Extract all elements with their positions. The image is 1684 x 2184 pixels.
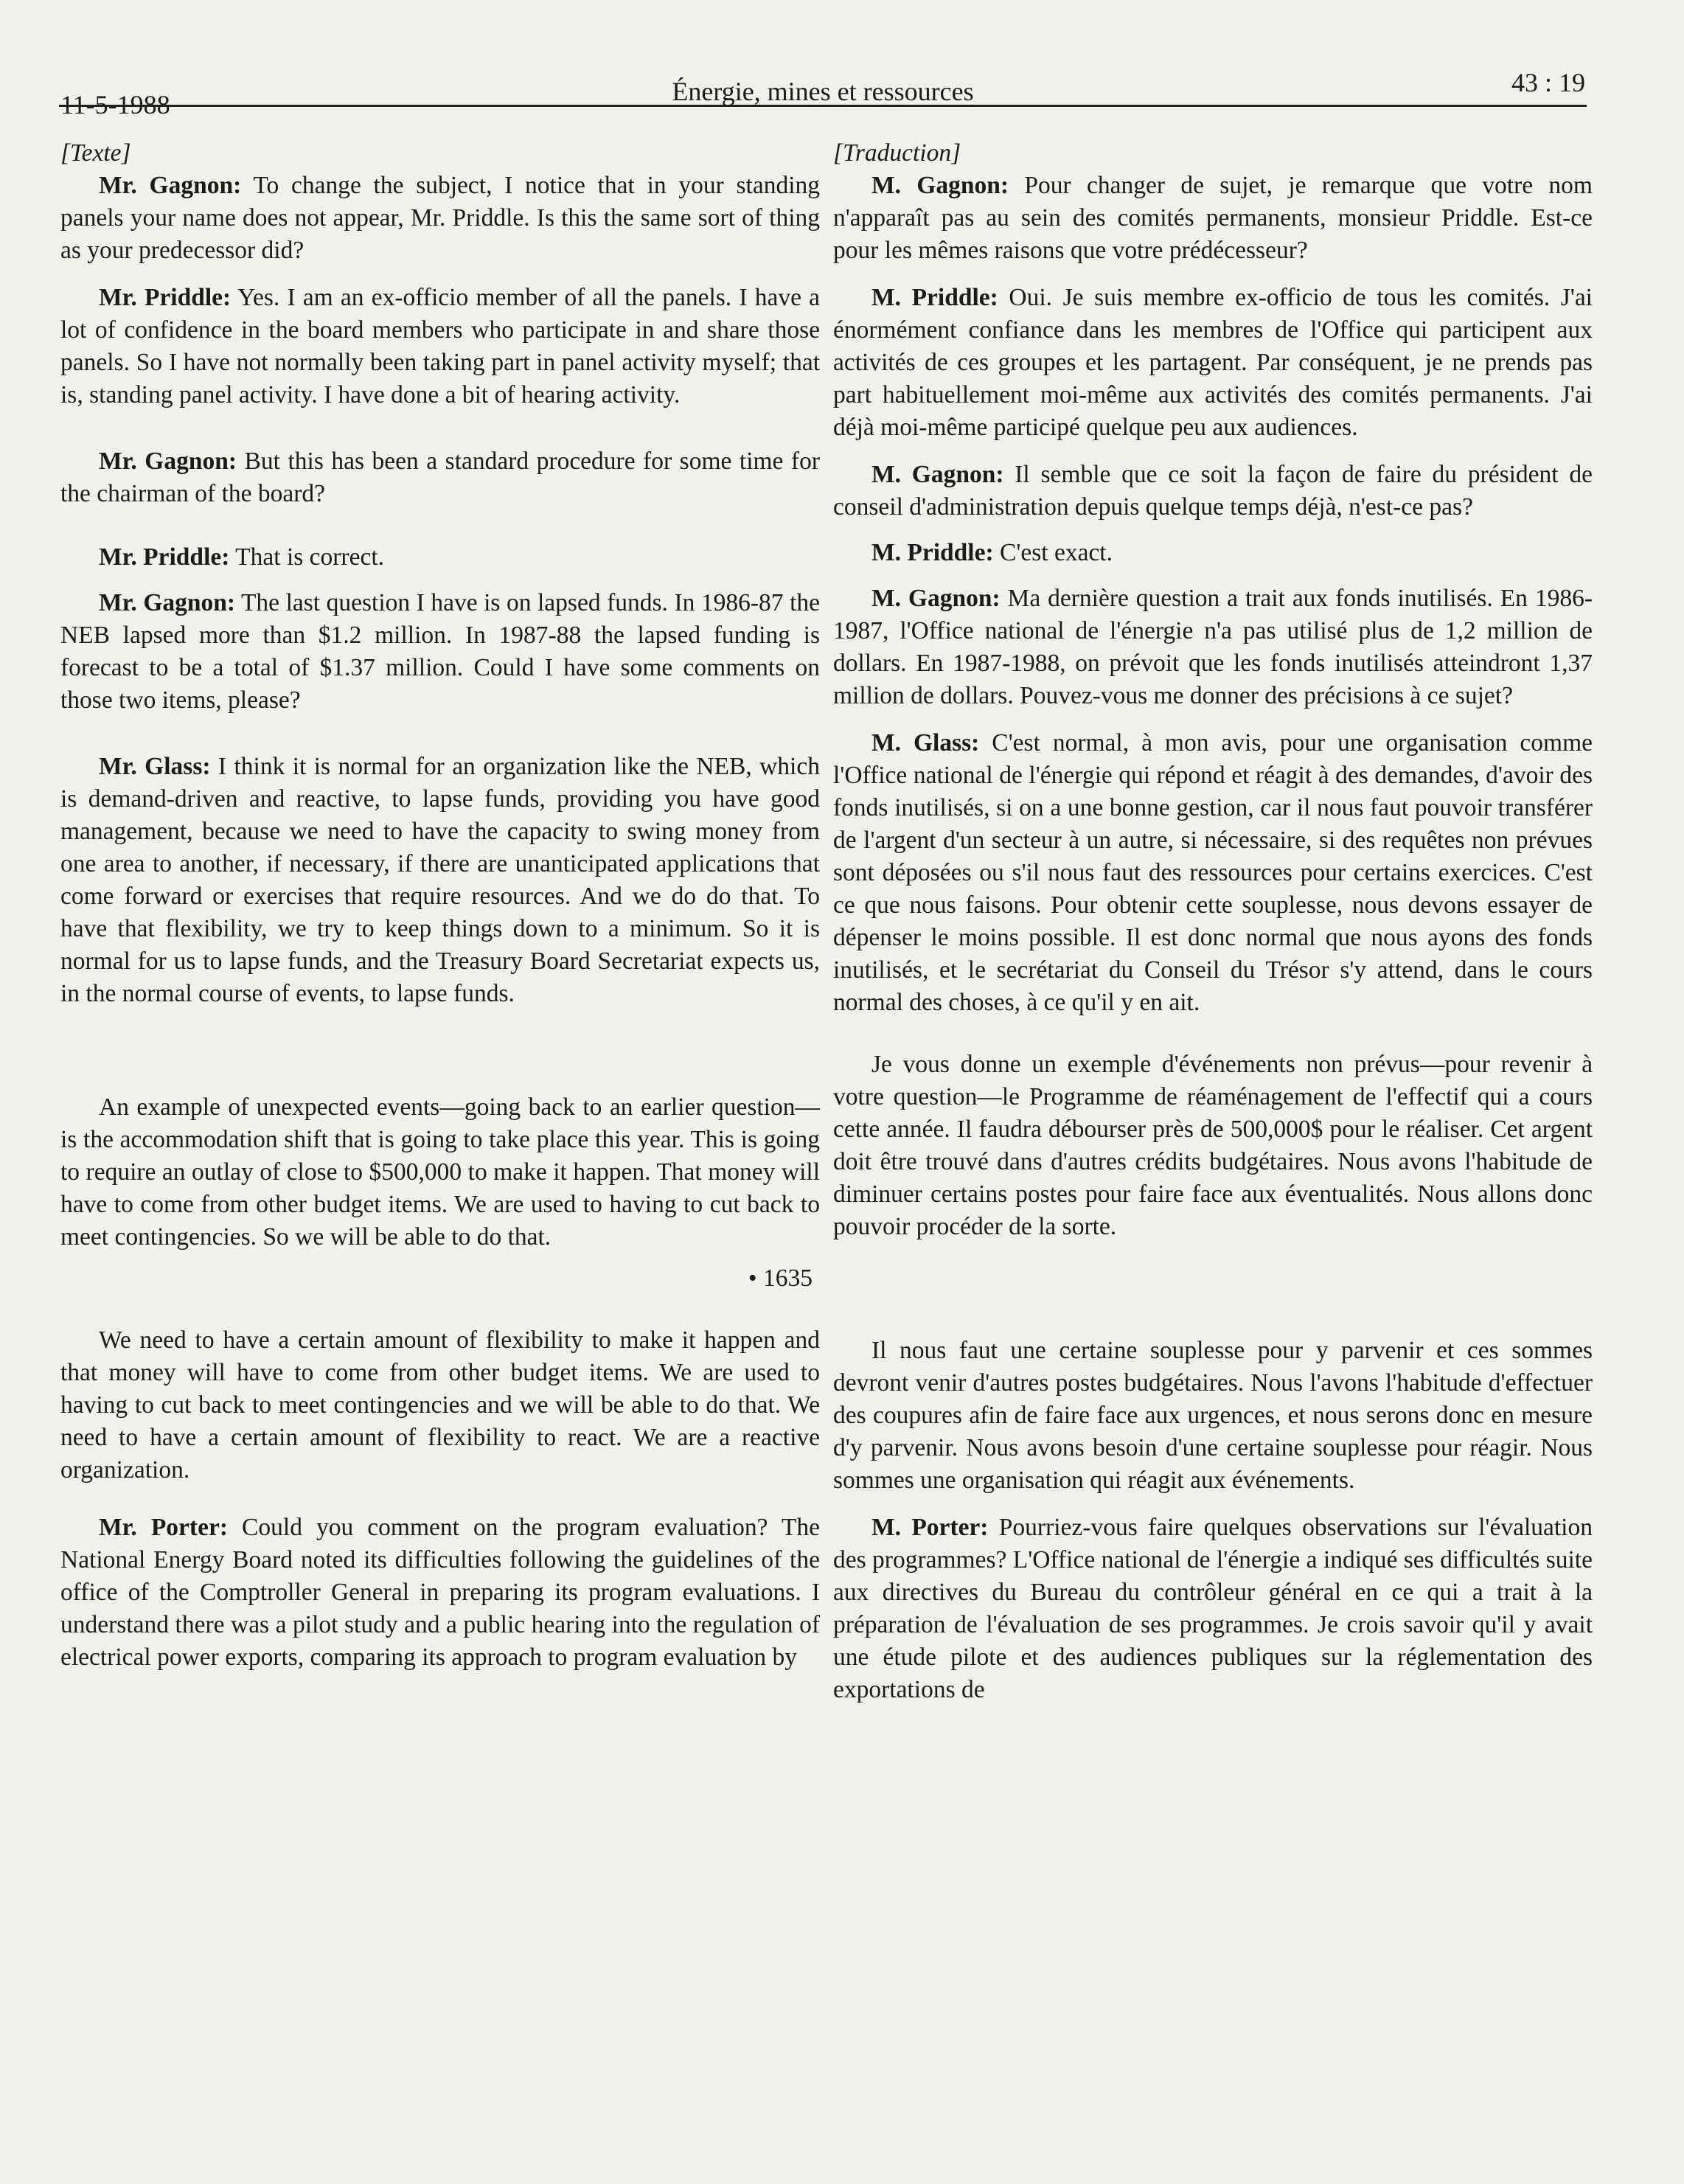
paragraph-text: But this has been a standard procedure for some time for the chairman of the board? [60,448,820,507]
paragraph-text: That is correct. [229,543,385,571]
speaker-name: Mr. Gagnon: [99,172,242,199]
paragraph [833,170,1593,267]
french-column [833,137,1593,1706]
section-label-texte: [Texte] [60,139,131,167]
paragraph [60,751,820,1010]
paragraph-text: Il nous faut une certaine souplesse pour y parvenir et ces sommes devront venir d'autres postes budgétaires. Nous l'avons l'habitude d'effectuer des coupures afin de faire face aux urgences, et nous serons donc en mesure d'y parvenir. Nous avons besoin d'une certaine souplesse pour réagir. Nous sommes une organisation qui réagit aux événements. [833,1337,1593,1494]
paragraph [60,1324,820,1486]
paragraph [833,1335,1593,1497]
paragraph-text: Pourriez-vous faire quelques observations sur l'évaluation des programmes? L'Office national de l'énergie a indiqué ses difficultés suite aux directives du Bureau du contrôleur général en ce qui a trait à la préparation de l'évaluation de ses programmes. Je crois savoir qu'il y avait une étude pilote et des audiences publiques sur la réglementation des exportations de [833,1514,1593,1703]
paragraph [833,582,1593,712]
paragraph [833,1512,1593,1706]
page-header [59,59,1587,119]
speaker-name: M. Glass: [871,729,980,757]
speaker-name: M. Priddle: [871,284,998,311]
speaker-name: M. Porter: [871,1514,989,1541]
paragraph-text: Il semble que ce soit la façon de faire du président de conseil d'administration depuis quelque temps déjà, n'est-ce pas? [833,461,1593,521]
paragraph-text: We need to have a certain amount of flexibility to make it happen and that money will have to come from other budget items. We are used to having to cut back to meet contingencies and we will be able to do that. We need to have a certain amount of flexibility to react. We are a reactive organization. [60,1326,820,1484]
header-date: 11-5-1988 [60,90,170,119]
speaker-name: Mr. Porter: [99,1514,228,1541]
speaker-name: M. Priddle: [871,539,994,566]
speaker-name: Mr. Gagnon: [99,589,236,616]
paragraph-text: Pour changer de sujet, je remarque que votre nom n'apparaît pas au sein des comités permanents, monsieur Priddle. Est-ce pour les mêmes raisons que votre prédécesseur? [833,172,1593,264]
paragraph-text: C'est exact. [993,539,1113,566]
speaker-name: M. Gagnon: [871,585,1001,612]
speaker-name: Mr. Gagnon: [99,448,237,475]
paragraph [833,459,1593,524]
paragraph-text: Yes. I am an ex-officio member of all the panels. I have a lot of confidence in the board members who participate in and share those panels. So I have not normally been taking part in panel activity myself; that is, standing panel activity. I have done a bit of hearing activity. [60,284,820,408]
speaker-name: Mr. Priddle: [99,543,230,571]
paragraph-text: Ma dernière question a trait aux fonds inutilisés. En 1986-1987, l'Office national de l'énergie n'a pas utilisé plus de 1,2 million de dollars. En 1987-1988, on prévoit que les fonds inutilisés atteindront 1,37 million de dollars. Pouvez-vous me donner des précisions à ce sujet? [833,585,1593,709]
paragraph-text: The last question I have is on lapsed funds. In 1986-87 the NEB lapsed more than $1.2 million. In 1987-88 the lapsed funding is forecast to be a total of $1.37 million. Could I have some comments on those two items, please? [60,589,820,714]
speaker-name: Mr. Glass: [99,753,211,780]
speaker-name: M. Gagnon: [871,461,1004,488]
english-column [60,137,820,1674]
time-marker: • 1635 [748,1265,813,1292]
paragraph [833,727,1593,1019]
paragraph [60,1091,820,1253]
paragraph-text: Je vous donne un exemple d'événements non prévus—pour revenir à votre question—le Programme de réaménagement de l'effectif qui a cours cette année. Il faudra débourser près de 500,000$ pour le réaliser. Cet argent doit être trouvé dans d'autres crédits budgétaires. Nous avons l'habitude de diminuer certains postes pour faire face aux éventualités. Nous allons donc pouvoir procéder de la sorte. [833,1051,1593,1240]
header-title: Énergie, mines et ressources [672,77,974,106]
paragraph [60,445,820,510]
section-label-traduction: [Traduction] [833,139,961,167]
paragraph [60,282,820,411]
header-page-number: 43 : 19 [1511,68,1585,97]
paragraph [60,170,820,267]
speaker-name: Mr. Priddle: [99,284,232,311]
header-rule [59,105,1587,107]
paragraph [833,537,1593,569]
paragraph-text: To change the subject, I notice that in your standing panels your name does not appear, Mr. Priddle. Is this the same sort of thing as your predecessor did? [60,172,821,264]
paragraph [833,1048,1593,1243]
paragraph [60,1512,820,1674]
speaker-name: M. Gagnon: [871,172,1009,199]
paragraph [833,282,1593,444]
paragraph-text: I think it is normal for an organization like the NEB, which is demand-driven and reactive, to lapse funds, providing you have good management, because we need to have the capacity to swing money from one area to another, if necessary, if there are unanticipated applications that come forward or exercises that require resources. And we do do that. To have that flexibility, we try to keep things down to a minimum. So it is normal for us to lapse funds, and the Treasury Board Secretariat expects us, in the normal course of events, to lapse funds. [60,753,820,1007]
paragraph-text: Oui. Je suis membre ex-officio de tous les comités. J'ai énormément confiance dans les membres de l'Office qui participent aux activités de ces groupes et les partagent. Par conséquent, je ne prends pas part habituellement moi-même aux activités des comités permanents. J'ai déjà moi-même participé quelque peu aux audiences. [833,284,1593,441]
paragraph-text: C'est normal, à mon avis, pour une organisation comme l'Office national de l'énergie qui répond et réagit à des demandes, d'avoir des fonds inutilisés, si on a une bonne gestion, car il nous faut pouvoir transférer de l'argent d'un secteur à un autre, si nécessaire, si des requêtes non prévues sont déposées ou s'il nous faut des ressources pour certains exercices. C'est ce que nous faisons. Pour obtenir cette souplesse, nous devons essayer de dépenser le moins possible. Il est donc normal que nous ayons des fonds inutilisés, et le secrétariat du Conseil du Trésor s'y attend, dans le cours normal des choses, à ce qu'il y en ait. [833,729,1593,1016]
paragraph-text: Could you comment on the program evaluation? The National Energy Board noted its difficulties following the guidelines of the office of the Comptroller General in preparing its program evaluations. I understand there was a pilot study and a public hearing into the regulation of electrical power exports, comparing its approach to program evaluation by [60,1514,821,1671]
paragraph [60,587,820,717]
paragraph [60,541,820,574]
paragraph-text: An example of unexpected events—going back to an earlier question—is the accommodation shift that is going to take place this year. This is going to require an outlay of close to $500,000 to make it happen. That money will have to come from other budget items. We are used to having to cut back to meet contingencies. So we will be able to do that. [60,1093,820,1251]
